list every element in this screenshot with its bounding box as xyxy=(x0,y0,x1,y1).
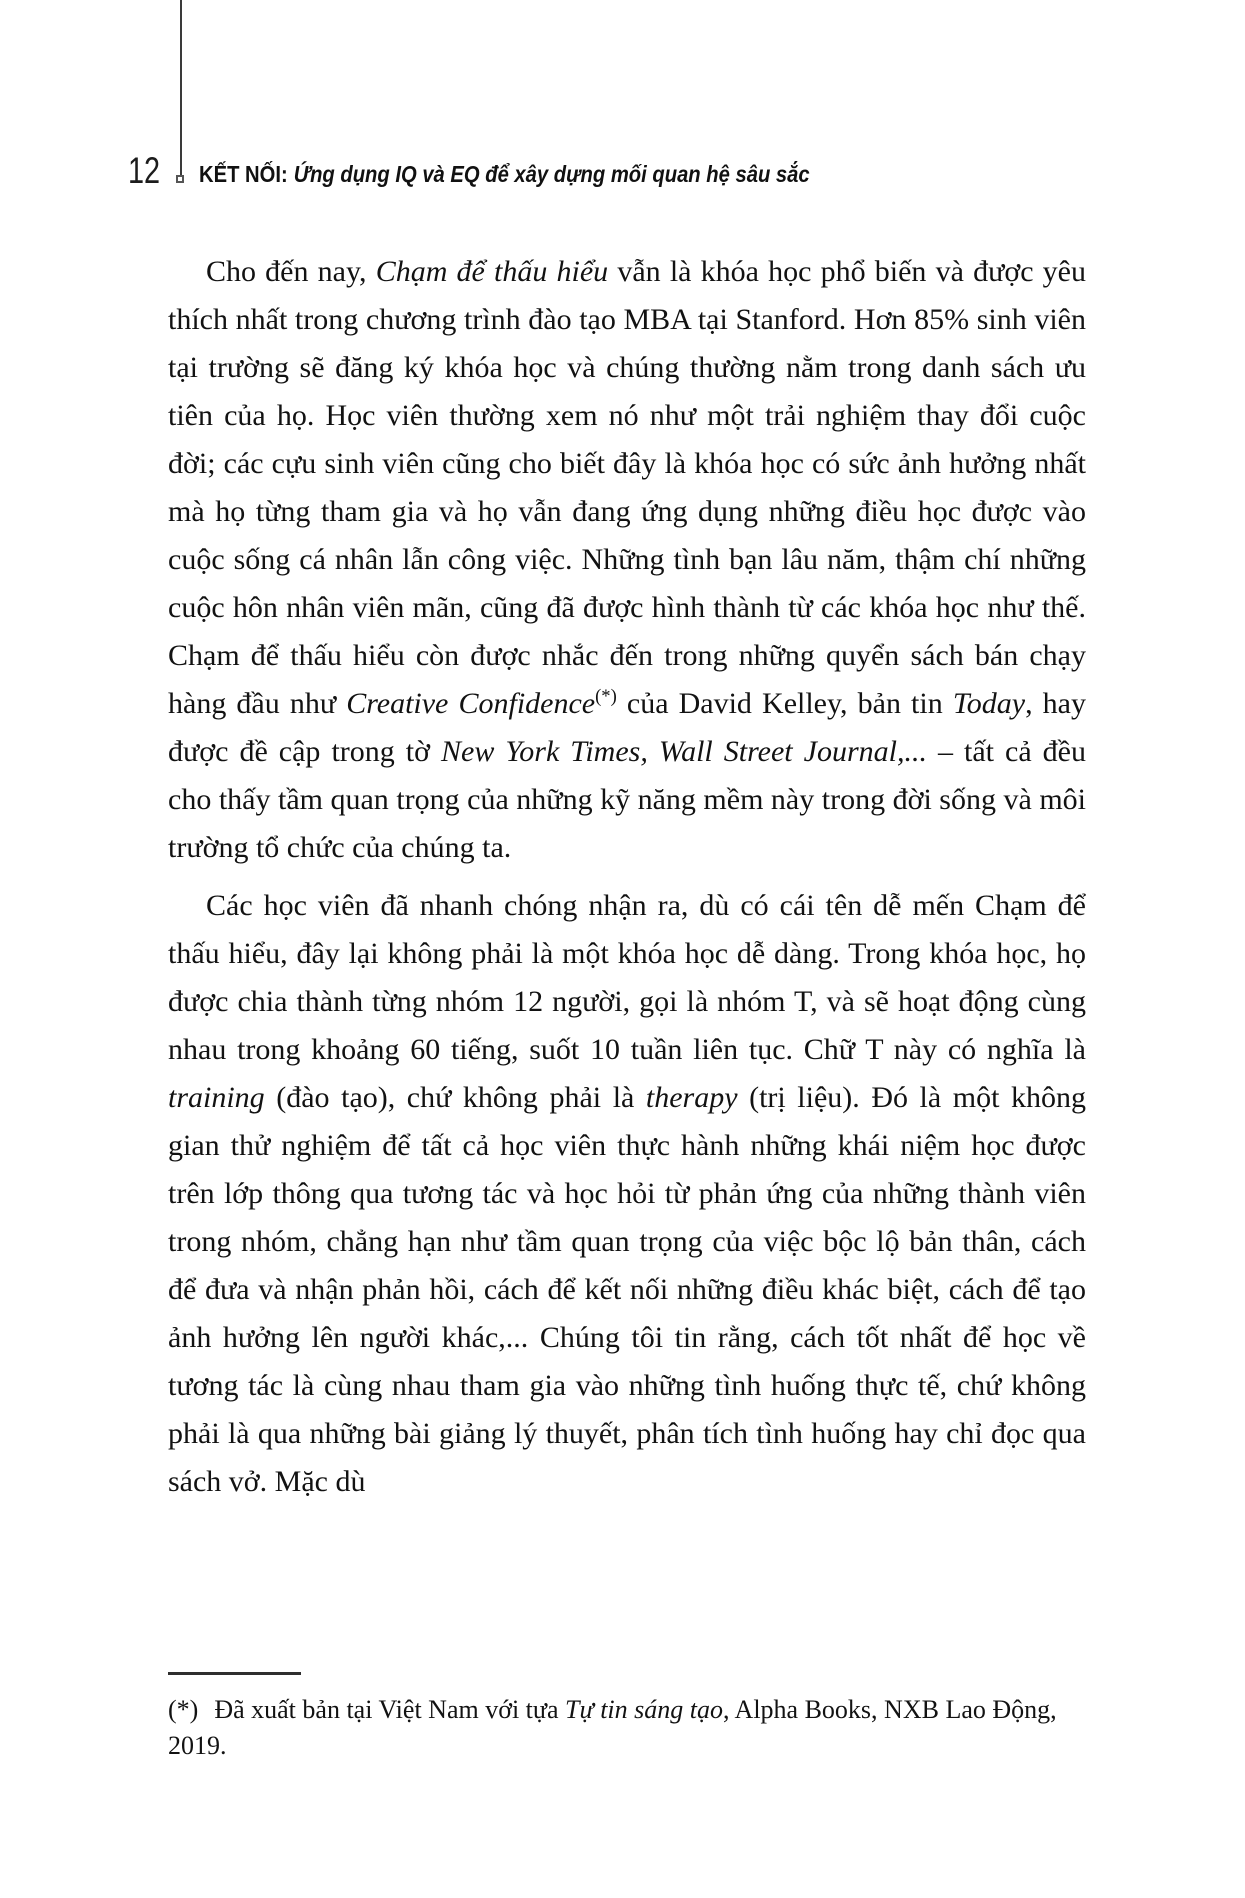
footnote-divider xyxy=(168,1672,301,1675)
book-title: KẾT NỐI: xyxy=(199,161,288,187)
page-number: 12 xyxy=(128,150,161,191)
running-header xyxy=(199,160,810,188)
footnote-marker: (*) xyxy=(168,1695,199,1724)
header-vertical-rule xyxy=(180,0,182,178)
body-text xyxy=(168,248,1086,1516)
book-subtitle: Ứng dụng IQ và EQ để xây dựng mối quan hệ sâu sắc xyxy=(293,161,810,187)
header-rule-end-square xyxy=(176,175,184,183)
footnote xyxy=(168,1692,1098,1764)
body-paragraph-1: Cho đến nay, Chạm để thấu hiểu vẫn là khóa học phổ biến và được yêu thích nhất trong chương trình đào tạo MBA tại Stanford. Hơn 85% sinh viên tại trường sẽ đăng ký khóa học và chúng thường nằm trong danh sách ưu tiên của họ. Học viên thường xem nó như một trải nghiệm thay đổi cuộc đời; các cựu sinh viên cũng cho biết đây là khóa học có sức ảnh hưởng nhất mà họ từng tham gia và họ vẫn đang ứng dụng những điều học được vào cuộc sống cá nhân lẫn công việc. Những tình bạn lâu năm, thậm chí những cuộc hôn nhân viên mãn, cũng đã được hình thành từ các khóa học như thế. Chạm để thấu hiểu còn được nhắc đến trong những quyển sách bán chạy hàng đầu như Creative Confidence(*) của David Kelley, bản tin Today, hay được đề cập trong tờ New York Times, Wall Street Journal,... – tất cả đều cho thấy tầm quan trọng của những kỹ năng mềm này trong đời sống và môi trường tổ chức của chúng ta. xyxy=(168,255,1086,864)
body-paragraph-2: Các học viên đã nhanh chóng nhận ra, dù có cái tên dễ mến Chạm để thấu hiểu, đây lại không phải là một khóa học dễ dàng. Trong khóa học, họ được chia thành từng nhóm 12 người, gọi là nhóm T, và sẽ hoạt động cùng nhau trong khoảng 60 tiếng, suốt 10 tuần liên tục. Chữ T này có nghĩa là training (đào tạo), chứ không phải là therapy (trị liệu). Đó là một không gian thử nghiệm để tất cả học viên thực hành những khái niệm học được trên lớp thông qua tương tác và học hỏi từ phản ứng của những thành viên trong nhóm, chẳng hạn như tầm quan trọng của việc bộc lộ bản thân, cách để đưa và nhận phản hồi, cách để kết nối những điều khác biệt, cách để tạo ảnh hưởng lên người khác,... Chúng tôi tin rằng, cách tốt nhất để học về tương tác là cùng nhau tham gia vào những tình huống thực tế, chứ không phải là qua những bài giảng lý thuyết, phân tích tình huống hay chỉ đọc qua sách vở. Mặc dù xyxy=(168,889,1086,1498)
footnote-text: Đã xuất bản tại Việt Nam với tựa Tự tin sáng tạo, Alpha Books, NXB Lao Động, 2019. xyxy=(168,1695,1057,1760)
